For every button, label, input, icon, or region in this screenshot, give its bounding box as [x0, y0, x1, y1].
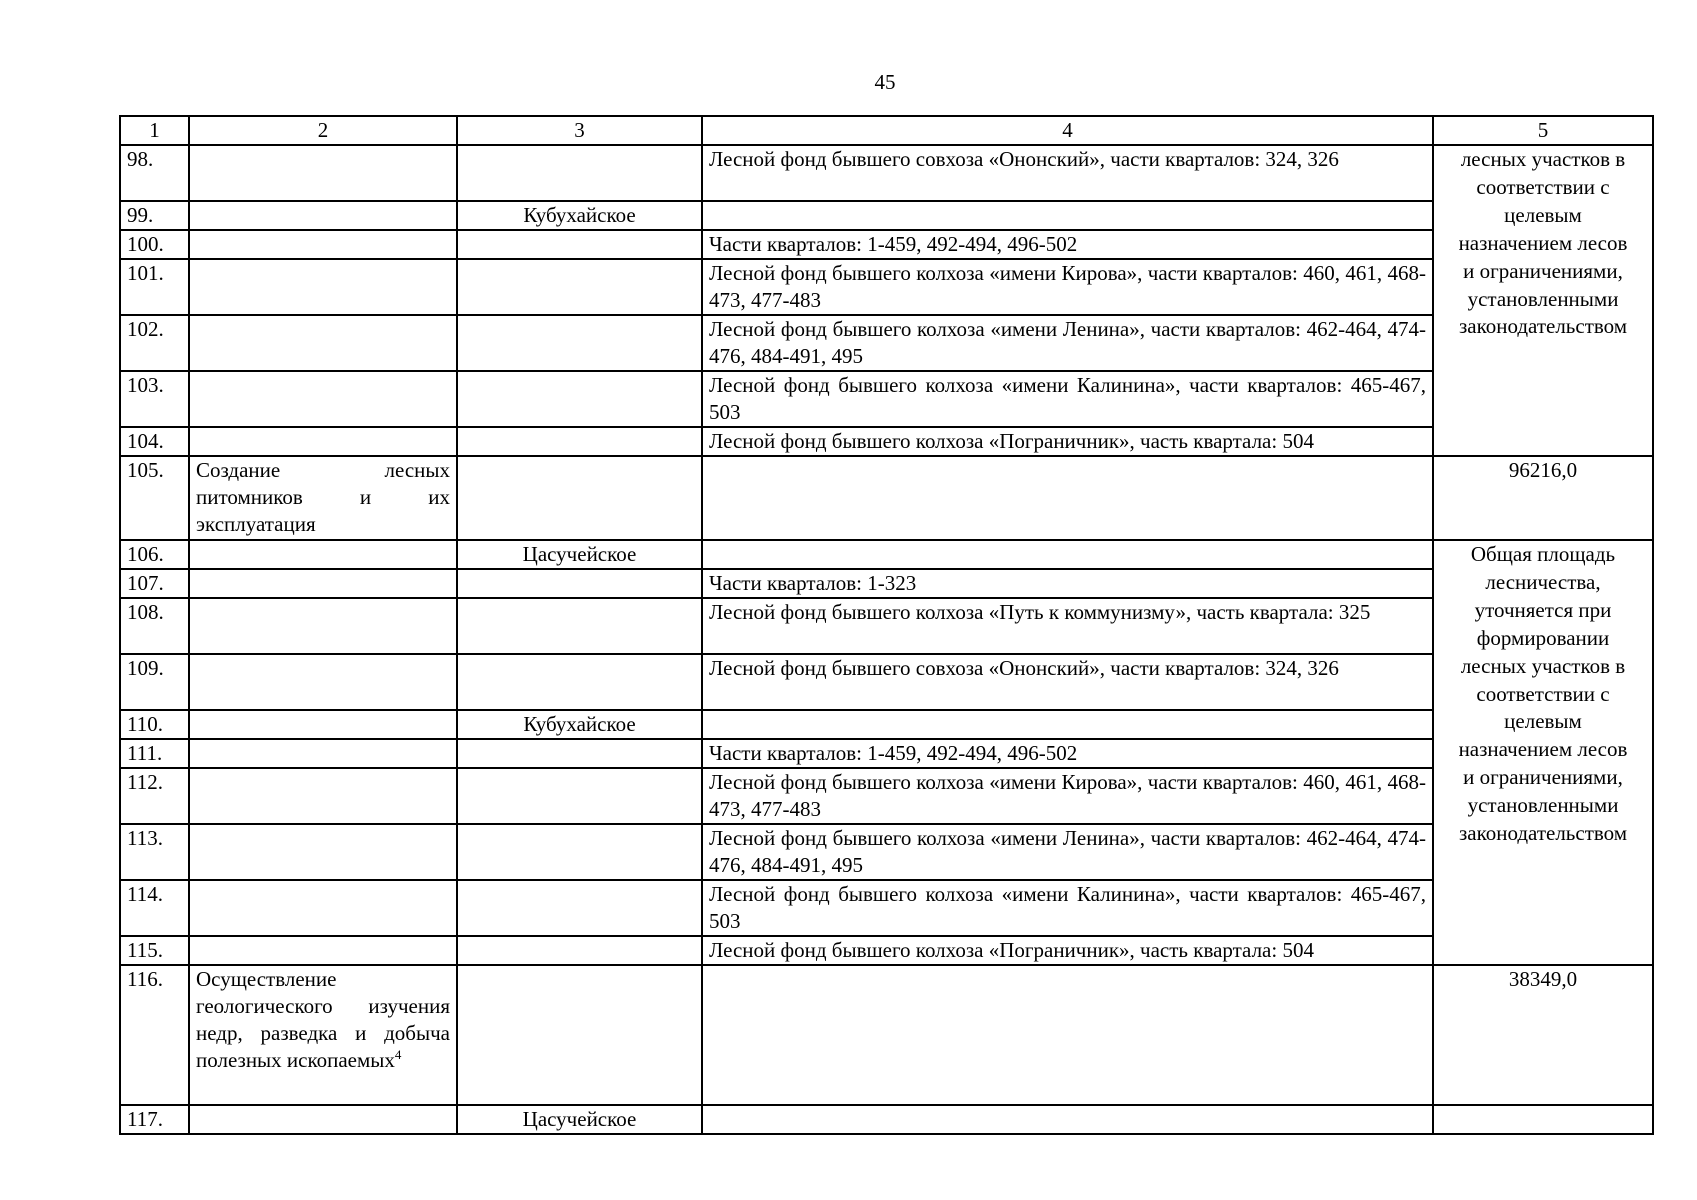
table-row: [120, 880, 1653, 936]
area-note-line: и ограничениями,: [1463, 258, 1623, 283]
purpose-cell: [189, 739, 457, 768]
table-row: [120, 259, 1653, 315]
location-cell: Лесной фонд бывшего колхоза «имени Калинина», части кварталов: 465-467, 503: [702, 371, 1433, 427]
table-row: [120, 315, 1653, 371]
forestry-cell: [457, 739, 702, 768]
purpose-cell: [189, 880, 457, 936]
location-cell: Лесной фонд бывшего колхоза «имени Ленина», части кварталов: 462-464, 474-476, 484-491, 495: [702, 824, 1433, 880]
forestry-cell: [457, 880, 702, 936]
table-row: [120, 965, 1653, 1105]
location-cell: [702, 540, 1433, 569]
location-cell: Лесной фонд бывшего колхоза «имени Кирова», части кварталов: 460, 461, 468-473, 477-483: [702, 768, 1433, 824]
location-cell: Лесной фонд бывшего колхоза «Путь к коммунизму», часть квартала: 325: [702, 598, 1433, 654]
row-number: 98.: [120, 145, 189, 201]
table-row: [120, 824, 1653, 880]
row-number: 117.: [120, 1105, 189, 1134]
purpose-cell: [189, 427, 457, 456]
area-note-line: установленными: [1467, 286, 1619, 311]
row-number: 107.: [120, 569, 189, 598]
forestry-cell: [457, 230, 702, 259]
location-cell: Лесной фонд бывшего колхоза «имени Ленина», части кварталов: 462-464, 474-476, 484-491, 495: [702, 315, 1433, 371]
table-row: [120, 456, 1653, 540]
table-row: [120, 1105, 1653, 1134]
area-value-cell: [1433, 1105, 1653, 1134]
table-row: [120, 598, 1653, 654]
purpose-cell: [189, 768, 457, 824]
location-cell: Части кварталов: 1-459, 492-494, 496-502: [702, 230, 1433, 259]
forestry-cell: [457, 768, 702, 824]
area-note-line: целевым: [1504, 202, 1582, 227]
row-number: 109.: [120, 654, 189, 710]
purpose-cell: [189, 710, 457, 739]
forestry-cell: Кубухайское: [457, 201, 702, 230]
purpose-cell: [189, 824, 457, 880]
page-number: 45: [874, 70, 896, 94]
forestry-cell: Цасучейское: [457, 540, 702, 569]
area-note-line: лесных участков в: [1460, 147, 1626, 171]
forestry-cell: [457, 654, 702, 710]
table-row: [120, 540, 1653, 569]
forestry-cell: [457, 371, 702, 427]
forestry-cell: [457, 259, 702, 315]
location-cell: Лесной фонд бывшего совхоза «Ононский», части кварталов: 324, 326: [702, 145, 1433, 201]
row-number: 112.: [120, 768, 189, 824]
forestry-cell: [457, 936, 702, 965]
purpose-cell: [189, 569, 457, 598]
purpose-cell: [189, 965, 457, 1105]
forestry-cell: [457, 456, 702, 540]
location-cell: [702, 710, 1433, 739]
row-number: 101.: [120, 259, 189, 315]
forestry-cell: [457, 569, 702, 598]
location-cell: Части кварталов: 1-459, 492-494, 496-502: [702, 739, 1433, 768]
forestry-cell: [457, 824, 702, 880]
row-number: 102.: [120, 315, 189, 371]
purpose-cell: [189, 936, 457, 965]
location-cell: Лесной фонд бывшего колхоза «Пограничник», часть квартала: 504: [702, 427, 1433, 456]
row-number: 114.: [120, 880, 189, 936]
purpose-cell: [189, 371, 457, 427]
purpose-cell: [189, 230, 457, 259]
location-cell: [702, 456, 1433, 540]
header-col-1: 1: [120, 116, 189, 145]
area-note-cell: [1433, 145, 1653, 456]
row-number: 113.: [120, 824, 189, 880]
purpose-cell: [189, 201, 457, 230]
forestry-cell: Кубухайское: [457, 710, 702, 739]
purpose-cell: [189, 315, 457, 371]
purpose-cell: [189, 259, 457, 315]
row-number: 104.: [120, 427, 189, 456]
purpose-cell: [189, 145, 457, 201]
table-row: [120, 427, 1653, 456]
area-note-line: соответствии с: [1476, 174, 1610, 199]
location-cell: [702, 1105, 1433, 1134]
forest-table: [119, 115, 1654, 1135]
area-note-line: лесничества,: [1485, 569, 1601, 594]
area-note-line: законодательством: [1458, 314, 1628, 339]
area-note-line: установленными: [1467, 793, 1619, 818]
location-cell: Части кварталов: 1-323: [702, 569, 1433, 598]
row-number: 115.: [120, 936, 189, 965]
purpose-text: Осуществление геологического изучения недр, разведка и добыча полезных ископаемых: [196, 967, 450, 1072]
area-note-line: назначением лесов: [1458, 230, 1628, 255]
header-col-3: 3: [457, 116, 702, 145]
forestry-cell: [457, 427, 702, 456]
row-number: 106.: [120, 540, 189, 569]
table-row: [120, 230, 1653, 259]
table-header-row: [120, 116, 1653, 145]
area-note-line: назначением лесов: [1458, 737, 1628, 762]
row-number: 108.: [120, 598, 189, 654]
area-note-line: целевым: [1504, 709, 1582, 734]
table-row: [120, 710, 1653, 739]
area-note-line: соответствии с: [1476, 681, 1610, 706]
area-note-line: и ограничениями,: [1463, 765, 1623, 790]
location-cell: Лесной фонд бывшего совхоза «Ононский», части кварталов: 324, 326: [702, 654, 1433, 710]
row-number: 116.: [120, 965, 189, 1105]
table-row: [120, 654, 1653, 710]
table-row: [120, 768, 1653, 824]
area-note-line: уточняется при: [1474, 597, 1612, 622]
forestry-cell: [457, 965, 702, 1105]
table-row: [120, 201, 1653, 230]
header-col-4: 4: [702, 116, 1433, 145]
location-cell: [702, 201, 1433, 230]
location-cell: Лесной фонд бывшего колхоза «имени Кирова», части кварталов: 460, 461, 468-473, 477-483: [702, 259, 1433, 315]
location-cell: Лесной фонд бывшего колхоза «Пограничник», часть квартала: 504: [702, 936, 1433, 965]
row-number: 99.: [120, 201, 189, 230]
table-row: [120, 145, 1653, 201]
forestry-cell: Цасучейское: [457, 1105, 702, 1134]
location-cell: Лесной фонд бывшего колхоза «имени Калинина», части кварталов: 465-467, 503: [702, 880, 1433, 936]
header-col-2: 2: [189, 116, 457, 145]
footnote-marker: 4: [394, 1047, 402, 1062]
row-number: 105.: [120, 456, 189, 540]
area-note-line: формировании: [1476, 625, 1610, 650]
purpose-cell: [189, 1105, 457, 1134]
row-number: 103.: [120, 371, 189, 427]
area-value-cell: 38349,0: [1433, 965, 1653, 1105]
table-row: [120, 569, 1653, 598]
table-row: [120, 936, 1653, 965]
location-cell: [702, 965, 1433, 1105]
row-number: 111.: [120, 739, 189, 768]
area-note-line: законодательством: [1458, 821, 1628, 846]
purpose-cell: [189, 598, 457, 654]
area-value-cell: 96216,0: [1433, 456, 1653, 540]
area-note-line: лесных участков в: [1460, 653, 1626, 678]
table-row: [120, 739, 1653, 768]
purpose-cell: [189, 540, 457, 569]
header-col-5: 5: [1433, 116, 1653, 145]
table-row: [120, 371, 1653, 427]
purpose-cell: Создание лесных питомников и их эксплуатация: [189, 456, 457, 540]
forestry-cell: [457, 145, 702, 201]
forestry-cell: [457, 598, 702, 654]
row-number: 100.: [120, 230, 189, 259]
area-note-cell: [1433, 540, 1653, 965]
forestry-cell: [457, 315, 702, 371]
purpose-cell: [189, 654, 457, 710]
area-note-line: Общая площадь: [1470, 542, 1616, 566]
row-number: 110.: [120, 710, 189, 739]
